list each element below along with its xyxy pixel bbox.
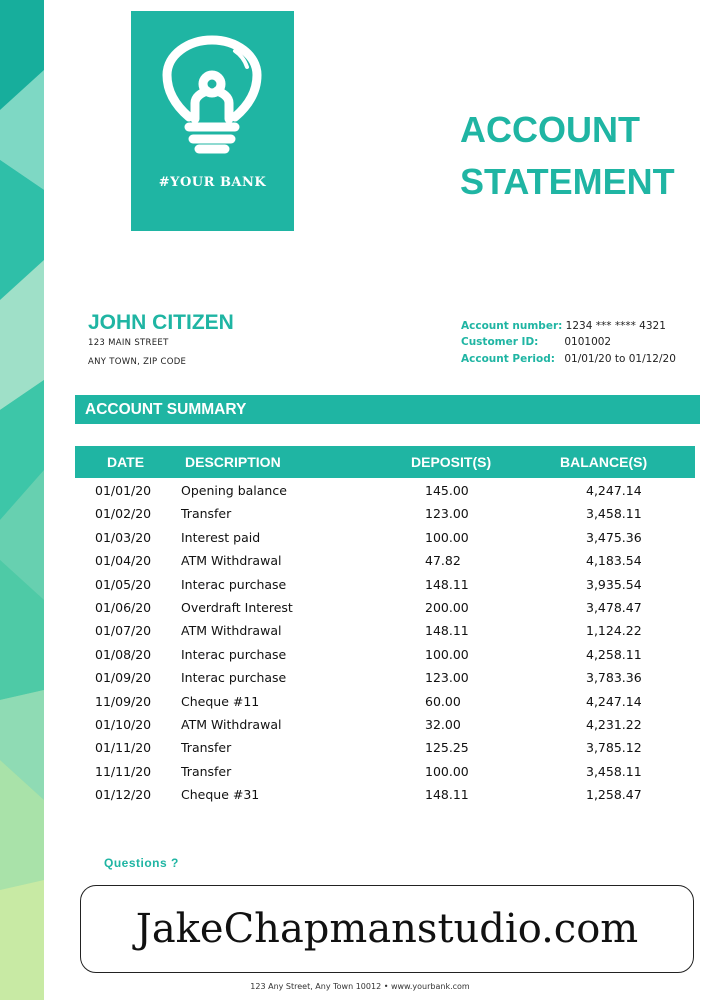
cell-description: Transfer — [181, 763, 232, 779]
cell-deposit: 123.00 — [425, 506, 469, 522]
cell-deposit: 148.11 — [425, 787, 469, 803]
document-title-line2: STATEMENT — [460, 161, 675, 202]
cell-balance: 3,458.11 — [586, 506, 642, 522]
cell-description: Interac purchase — [181, 670, 287, 686]
table-row — [0, 784, 720, 807]
cell-balance: 3,475.36 — [586, 529, 642, 545]
cell-date: 01/12/20 — [95, 787, 152, 803]
table-row — [0, 597, 720, 620]
address-line2: ANY TOWN, ZIP CODE — [88, 357, 187, 367]
table-row — [0, 691, 720, 714]
account-period-row — [461, 353, 676, 365]
table-row — [0, 620, 720, 643]
address-line1: 123 MAIN STREET — [88, 338, 169, 348]
cell-balance: 4,247.14 — [586, 483, 642, 498]
cell-description: Cheque #31 — [181, 787, 260, 803]
cell-balance: 1,124.22 — [586, 623, 642, 639]
cell-deposit: 148.11 — [425, 576, 469, 592]
cell-deposit: 200.00 — [425, 600, 469, 615]
cell-balance: 3,478.47 — [586, 600, 642, 615]
table-row — [0, 714, 720, 737]
account-period-label: Account Period: — [461, 353, 555, 365]
header-date: DATE — [107, 454, 145, 470]
cell-description: Interac purchase — [181, 646, 287, 662]
cell-date: 01/05/20 — [95, 576, 152, 592]
cell-balance: 3,935.54 — [586, 576, 642, 592]
customer-id-value: 0101002 — [564, 336, 612, 348]
header-balance: BALANCE(S) — [560, 454, 648, 470]
cell-deposit: 123.00 — [425, 670, 469, 686]
cell-balance: 4,183.54 — [586, 553, 642, 569]
cell-date: 01/11/20 — [95, 740, 152, 756]
cell-date: 01/08/20 — [95, 646, 152, 662]
account-summary-heading: ACCOUNT SUMMARY — [75, 395, 700, 424]
header-description: DESCRIPTION — [185, 454, 281, 470]
cell-date: 01/02/20 — [95, 506, 152, 522]
account-period-value: 01/01/20 to 01/12/20 — [564, 353, 676, 365]
table-row — [0, 667, 720, 690]
footer-address: 123 Any Street, Any Town 10012 • www.yourbank.com — [250, 982, 470, 991]
account-number-row — [461, 320, 666, 332]
table-header — [75, 446, 695, 478]
questions-label: Questions ? — [104, 856, 179, 870]
cell-date: 01/09/20 — [95, 670, 152, 686]
header-deposit: DEPOSIT(S) — [411, 454, 492, 470]
cell-deposit: 32.00 — [425, 717, 461, 732]
cell-deposit: 148.11 — [425, 623, 469, 639]
lightbulb-icon — [131, 11, 294, 171]
account-number-value: 1234 *** **** 4321 — [565, 320, 666, 332]
watermark-banner: JakeChapmanstudio.com — [80, 885, 694, 973]
cell-description: Interest paid — [181, 529, 261, 545]
cell-date: 11/09/20 — [95, 693, 152, 709]
cell-date: 01/10/20 — [95, 717, 152, 732]
cell-date: 01/06/20 — [95, 600, 152, 615]
cell-balance: 4,247.14 — [586, 693, 642, 709]
cell-balance: 3,785.12 — [586, 740, 642, 756]
cell-deposit: 100.00 — [425, 646, 469, 662]
table-row — [0, 737, 720, 760]
cell-description: Opening balance — [181, 483, 287, 498]
cell-deposit: 145.00 — [425, 483, 469, 498]
cell-description: Interac purchase — [181, 576, 287, 592]
account-number-label: Account number: — [461, 320, 563, 332]
cell-description: ATM Withdrawal — [181, 553, 282, 569]
cell-description: Overdraft Interest — [181, 600, 293, 615]
customer-name: JOHN CITIZEN — [88, 311, 234, 334]
table-row — [0, 527, 720, 550]
cell-description: Transfer — [181, 740, 232, 756]
bank-logo — [131, 11, 294, 231]
customer-id-label: Customer ID: — [461, 336, 539, 348]
table-row — [0, 574, 720, 597]
cell-description: Cheque #11 — [181, 693, 260, 709]
table-row — [0, 503, 720, 526]
cell-date: 01/07/20 — [95, 623, 152, 639]
cell-balance: 4,258.11 — [586, 646, 642, 662]
cell-date: 01/01/20 — [95, 483, 152, 498]
cell-description: Transfer — [181, 506, 232, 522]
cell-date: 11/11/20 — [95, 763, 152, 779]
cell-description: ATM Withdrawal — [181, 623, 282, 639]
cell-balance: 3,458.11 — [586, 763, 642, 779]
cell-balance: 3,783.36 — [586, 670, 642, 686]
table-row — [0, 480, 720, 503]
table-row — [0, 761, 720, 784]
cell-balance: 1,258.47 — [586, 787, 642, 803]
cell-deposit: 100.00 — [425, 763, 469, 779]
cell-deposit: 100.00 — [425, 529, 469, 545]
table-row — [0, 550, 720, 573]
cell-deposit: 125.25 — [425, 740, 469, 756]
table-row — [0, 644, 720, 667]
cell-deposit: 60.00 — [425, 693, 461, 709]
customer-id-row — [461, 336, 611, 348]
logo-text: #YOUR BANK — [158, 175, 267, 190]
document-title-line1: ACCOUNT — [460, 109, 640, 150]
cell-date: 01/03/20 — [95, 529, 152, 545]
cell-balance: 4,231.22 — [586, 717, 642, 732]
cell-date: 01/04/20 — [95, 553, 152, 569]
cell-description: ATM Withdrawal — [181, 717, 282, 732]
cell-deposit: 47.82 — [425, 553, 461, 569]
